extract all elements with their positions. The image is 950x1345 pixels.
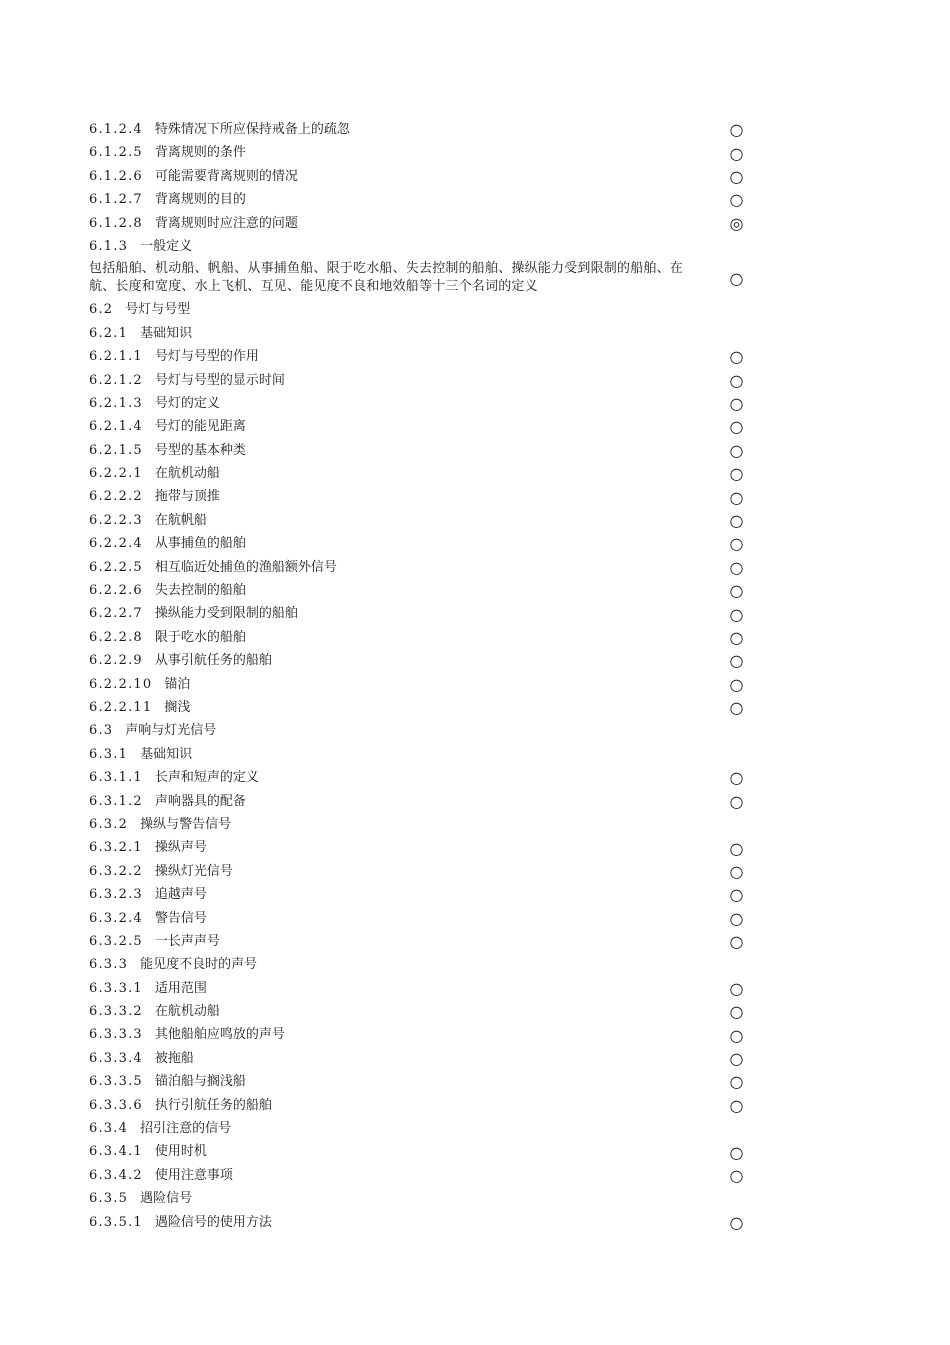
item-text: 操纵与警告信号 xyxy=(140,816,232,832)
list-item xyxy=(89,579,769,602)
item-text: 基础知识 xyxy=(140,325,193,341)
item-number: 6.2.1.3 xyxy=(89,395,143,411)
circle-mark-icon: ○ xyxy=(729,534,744,554)
circle-mark-icon: ○ xyxy=(729,908,744,928)
item-number: 6.2.2.4 xyxy=(89,536,143,552)
item-text: 能见度不良时的声号 xyxy=(140,957,258,973)
item-text: 追越声号 xyxy=(154,887,207,903)
item-text: 一长声声号 xyxy=(154,933,220,949)
item-number: 6.2.1 xyxy=(89,325,129,341)
item-text: 操纵能力受到限制的船舶 xyxy=(154,606,298,622)
list-item xyxy=(89,1000,769,1023)
item-text: 警告信号 xyxy=(154,910,207,926)
item-number: 6.2.2.6 xyxy=(89,583,143,599)
list-item xyxy=(89,836,769,859)
item-number: 6.1.2.6 xyxy=(89,168,143,184)
item-text: 一般定义 xyxy=(140,238,193,254)
item-text: 其他船舶应鸣放的声号 xyxy=(154,1027,285,1043)
item-number: 6.3.4.2 xyxy=(89,1167,143,1183)
item-number: 6.2 xyxy=(89,302,114,318)
circle-mark-icon: ○ xyxy=(729,674,744,694)
list-item xyxy=(89,556,769,579)
item-text: 声响器具的配备 xyxy=(154,793,246,809)
list-item xyxy=(89,1023,769,1046)
list-item xyxy=(89,883,769,906)
list-item xyxy=(89,1094,769,1117)
item-number: 6.3.1.2 xyxy=(89,793,143,809)
list-item xyxy=(89,322,769,345)
circle-mark-icon: ○ xyxy=(729,394,744,414)
list-item xyxy=(89,439,769,462)
item-number: 6.2.2.5 xyxy=(89,559,143,575)
item-number: 6.3.2.1 xyxy=(89,840,143,856)
list-item xyxy=(89,141,769,164)
circle-mark-icon: ○ xyxy=(729,557,744,577)
item-text: 遇险信号 xyxy=(140,1191,193,1207)
circle-mark-icon: ○ xyxy=(729,628,744,647)
item-number: 6.2.2.8 xyxy=(89,629,143,645)
item-text: 限于吃水的船舶 xyxy=(154,629,246,645)
circle-mark-icon: ○ xyxy=(729,1025,744,1045)
item-text: 搁浅 xyxy=(164,699,191,715)
item-number: 6.3.3.4 xyxy=(89,1050,143,1066)
item-number: 6.2.2.1 xyxy=(89,466,143,482)
item-number: 6.1.2.5 xyxy=(89,145,143,161)
item-text: 号灯与号型 xyxy=(125,302,191,318)
list-item xyxy=(89,345,769,368)
item-number: 6.3 xyxy=(89,723,114,739)
circle-mark-icon: ○ xyxy=(729,768,744,788)
item-text: 背离规则时应注意的问题 xyxy=(154,215,298,231)
item-text: 适用范围 xyxy=(154,980,207,996)
circle-mark-icon: ○ xyxy=(729,166,744,186)
item-text: 从事捕鱼的船舶 xyxy=(154,536,246,552)
circle-mark-icon: ○ xyxy=(729,440,744,460)
list-item xyxy=(89,626,769,649)
item-text: 背离规则的条件 xyxy=(154,145,246,161)
item-text: 号灯的能见距离 xyxy=(154,419,246,435)
item-text: 在航机动船 xyxy=(154,1004,220,1020)
circle-mark-icon: ○ xyxy=(729,604,744,624)
list-item xyxy=(89,118,769,141)
list-item xyxy=(89,415,769,438)
list-item xyxy=(89,1047,769,1070)
item-number: 6.3.3.2 xyxy=(89,1004,143,1020)
item-number: 6.2.2.7 xyxy=(89,606,143,622)
item-number: 6.3.2.4 xyxy=(89,910,143,926)
list-item xyxy=(89,766,769,789)
circle-mark-icon: ○ xyxy=(729,698,744,718)
item-text: 包括船舶、机动船、帆船、从事捕鱼船、限于吃水船、失去控制的船舶、操纵能力受到限制的船舶、在航、长度和宽度、水上飞机、互见、能见度不良和地效船等十三个名词的定义 xyxy=(89,261,684,295)
item-text: 锚泊 xyxy=(164,676,191,692)
list-item xyxy=(89,673,769,696)
list-item xyxy=(89,649,769,672)
circle-mark-icon: ○ xyxy=(729,417,744,437)
item-number: 6.2.2.10 xyxy=(89,676,153,692)
item-text: 操纵灯光信号 xyxy=(154,863,233,879)
item-number: 6.2.1.4 xyxy=(89,419,143,435)
item-text: 基础知识 xyxy=(140,746,193,762)
item-text: 执行引航任务的船舶 xyxy=(154,1097,272,1113)
list-item xyxy=(89,907,769,930)
item-number: 6.3.3.1 xyxy=(89,980,143,996)
circle-mark-icon: ○ xyxy=(729,1095,744,1115)
item-text: 拖带与顶推 xyxy=(154,489,220,505)
list-item xyxy=(89,298,769,321)
item-number: 6.2.1.5 xyxy=(89,442,143,458)
item-number: 6.2.2.11 xyxy=(89,699,153,715)
list-item xyxy=(89,1070,769,1093)
double-circle-mark-icon: ◎ xyxy=(729,213,744,233)
list-item xyxy=(89,813,769,836)
item-number: 6.3.2.2 xyxy=(89,863,143,879)
item-number: 6.3.3.6 xyxy=(89,1097,143,1113)
circle-mark-icon: ○ xyxy=(729,932,744,952)
item-text: 特殊情况下所应保持戒备上的疏忽 xyxy=(154,122,350,137)
circle-mark-icon: ○ xyxy=(729,1212,744,1232)
list-item xyxy=(89,1187,769,1210)
item-number: 6.3.4.1 xyxy=(89,1144,143,1160)
list-item xyxy=(89,1117,769,1140)
circle-mark-icon: ○ xyxy=(729,143,744,163)
circle-mark-icon: ○ xyxy=(729,190,744,210)
circle-mark-icon: ○ xyxy=(729,838,744,858)
item-number: 6.2.1.1 xyxy=(89,349,143,365)
circle-mark-icon: ○ xyxy=(729,791,744,811)
item-number: 6.3.3.5 xyxy=(89,1074,143,1090)
list-item xyxy=(89,188,769,211)
circle-mark-icon: ○ xyxy=(729,1165,744,1185)
circle-mark-icon: ○ xyxy=(729,1049,744,1069)
item-text: 使用注意事项 xyxy=(154,1167,233,1183)
circle-mark-icon: ○ xyxy=(729,581,744,601)
list-item xyxy=(89,165,769,188)
list-item xyxy=(89,369,769,392)
item-number: 6.3.4 xyxy=(89,1121,129,1137)
item-text: 失去控制的船舶 xyxy=(154,583,246,599)
item-text: 号型的基本种类 xyxy=(154,442,246,458)
list-item xyxy=(89,462,769,485)
item-text: 声响与灯光信号 xyxy=(125,723,217,739)
item-text: 使用时机 xyxy=(154,1144,207,1160)
list-item xyxy=(89,696,769,719)
circle-mark-icon: ○ xyxy=(729,511,744,531)
list-item xyxy=(89,719,769,742)
circle-mark-icon: ○ xyxy=(729,347,744,367)
list-item xyxy=(89,212,769,235)
item-number: 6.3.1 xyxy=(89,746,129,762)
item-text: 从事引航任务的船舶 xyxy=(154,653,272,669)
circle-mark-icon: ○ xyxy=(729,651,744,671)
item-number: 6.3.2.5 xyxy=(89,933,143,949)
item-number: 6.3.2.3 xyxy=(89,887,143,903)
list-item xyxy=(89,602,769,625)
circle-mark-icon: ○ xyxy=(729,885,744,905)
item-text: 长声和短声的定义 xyxy=(154,770,259,786)
circle-mark-icon: ○ xyxy=(729,1142,744,1162)
item-text: 背离规则的目的 xyxy=(154,192,246,208)
list-item xyxy=(89,392,769,415)
item-text: 招引注意的信号 xyxy=(140,1121,232,1137)
item-number: 6.2.2.3 xyxy=(89,512,143,528)
item-number: 6.3.5 xyxy=(89,1191,129,1207)
circle-mark-icon: ○ xyxy=(729,120,744,140)
list-item xyxy=(89,509,769,532)
item-number: 6.3.3.3 xyxy=(89,1027,143,1043)
item-text: 操纵声号 xyxy=(154,840,207,856)
item-text: 在航帆船 xyxy=(154,512,207,528)
list-item xyxy=(89,860,769,883)
item-number: 6.2.2.2 xyxy=(89,489,143,505)
item-number: 6.1.2.8 xyxy=(89,215,143,231)
item-number: 6.3.5.1 xyxy=(89,1214,143,1230)
circle-mark-icon: ○ xyxy=(729,268,744,288)
item-number: 6.2.2.9 xyxy=(89,653,143,669)
list-item xyxy=(89,743,769,766)
list-item xyxy=(89,1211,769,1234)
item-number: 6.3.1.1 xyxy=(89,770,143,786)
syllabus-list xyxy=(89,118,769,1234)
list-item xyxy=(89,790,769,813)
item-text: 被拖船 xyxy=(154,1050,194,1066)
item-number: 6.1.2.4 xyxy=(89,122,143,137)
item-text: 号灯与号型的作用 xyxy=(154,349,259,365)
item-text: 号灯与号型的显示时间 xyxy=(154,372,285,388)
circle-mark-icon: ○ xyxy=(729,487,744,507)
list-item xyxy=(89,1164,769,1187)
circle-mark-icon: ○ xyxy=(729,1072,744,1092)
item-text: 号灯的定义 xyxy=(154,395,220,411)
item-text: 在航机动船 xyxy=(154,466,220,482)
circle-mark-icon: ○ xyxy=(729,370,744,390)
list-item xyxy=(89,977,769,1000)
list-item xyxy=(89,235,769,258)
list-item xyxy=(89,485,769,508)
list-item xyxy=(89,930,769,953)
list-item xyxy=(89,258,769,298)
list-item xyxy=(89,953,769,976)
item-text: 相互临近处捕鱼的渔船额外信号 xyxy=(154,559,337,575)
list-item xyxy=(89,1140,769,1163)
item-text: 可能需要背离规则的情况 xyxy=(154,168,298,184)
circle-mark-icon: ○ xyxy=(729,861,744,881)
item-number: 6.1.3 xyxy=(89,238,129,254)
circle-mark-icon: ○ xyxy=(729,1002,744,1022)
item-number: 6.1.2.7 xyxy=(89,192,143,208)
list-item xyxy=(89,532,769,555)
item-number: 6.3.3 xyxy=(89,957,129,973)
item-text: 遇险信号的使用方法 xyxy=(154,1214,272,1230)
item-text: 锚泊船与搁浅船 xyxy=(154,1074,246,1090)
item-number: 6.3.2 xyxy=(89,816,129,832)
item-number: 6.2.1.2 xyxy=(89,372,143,388)
circle-mark-icon: ○ xyxy=(729,464,744,484)
circle-mark-icon: ○ xyxy=(729,978,744,998)
